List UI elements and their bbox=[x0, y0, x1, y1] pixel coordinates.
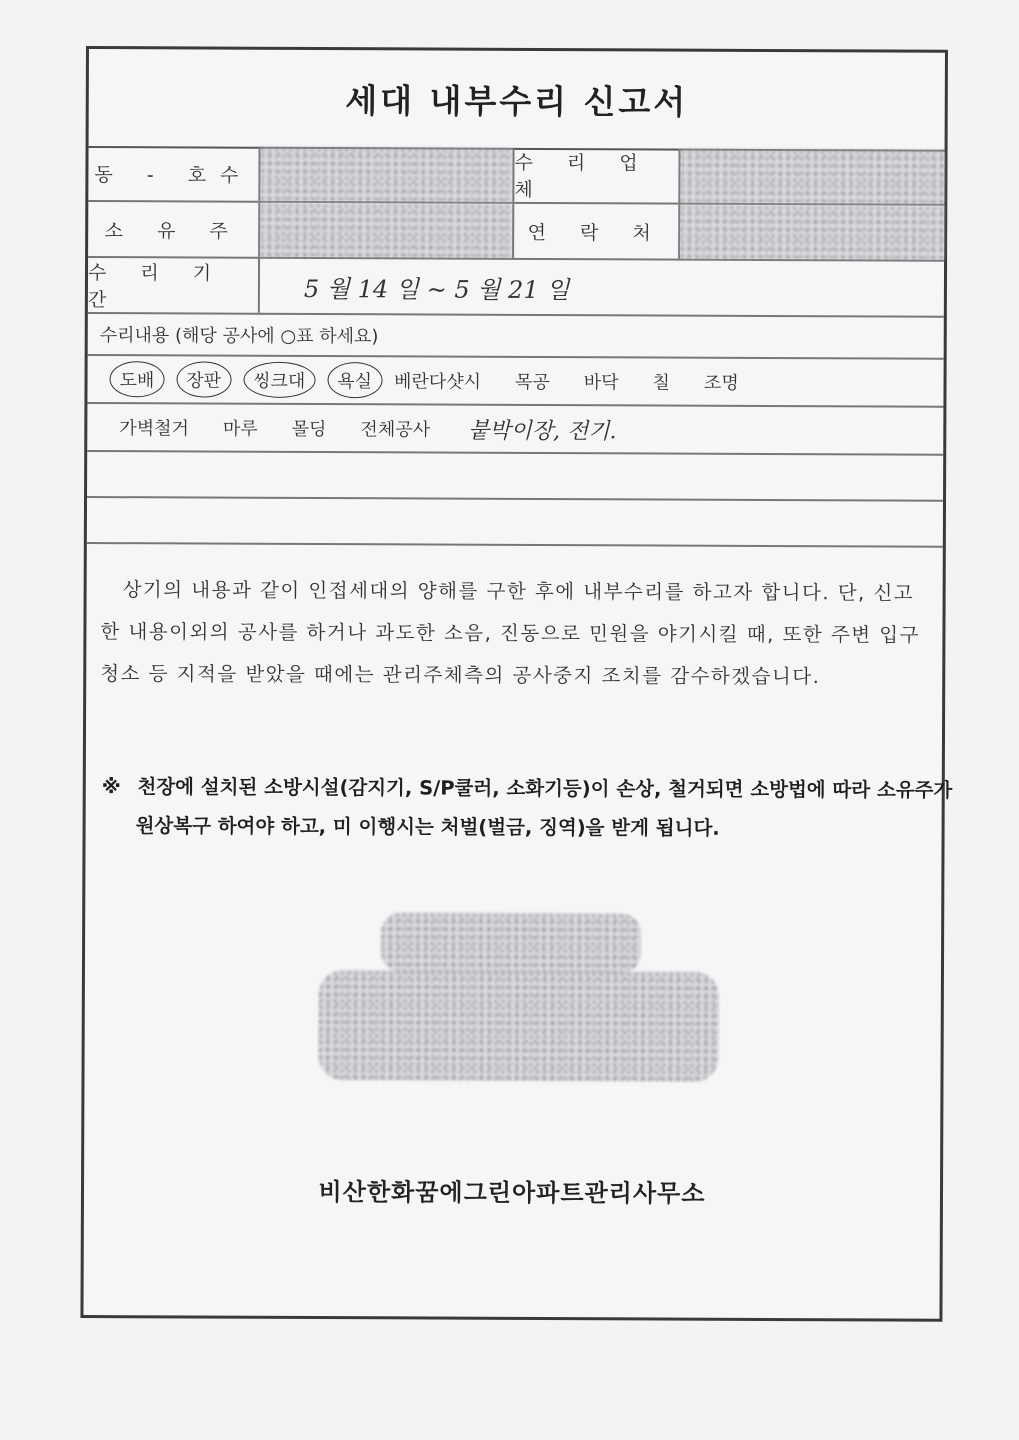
form-page bbox=[80, 46, 953, 1322]
fire-notice bbox=[102, 767, 956, 849]
form-title: 세대 내부수리 신고서 bbox=[89, 49, 945, 152]
value-unit bbox=[258, 147, 512, 202]
items-row-2-list bbox=[119, 414, 464, 442]
work-item-option: 몰딩 bbox=[291, 418, 327, 441]
work-item-circled: 장판 bbox=[176, 361, 231, 397]
work-item-option: 목공 bbox=[514, 371, 550, 394]
items-row-1 bbox=[109, 356, 772, 405]
work-item-option: 베란다샷시 bbox=[394, 371, 482, 393]
row-period bbox=[88, 258, 944, 318]
work-item-option: 가벽철거 bbox=[119, 418, 189, 440]
redacted-stamp-top bbox=[381, 912, 641, 973]
row-items-1 bbox=[87, 356, 943, 408]
period-handwritten: 5 월 14 일 ~ 5 월 21 일 bbox=[303, 274, 570, 304]
notice-mark: ※ bbox=[101, 775, 121, 799]
items-row-2 bbox=[119, 404, 616, 452]
notice-text: 천장에 설치된 소방시설(감지기, S/P쿨러, 소화기등)이 손상, 철거되면 소방법에 따라 소유주가 원상복구 하여야 하고, 미 이행시는 처벌(벌금, 징역)을 받게 됩니다. bbox=[135, 775, 953, 840]
label-contractor: 수 리 업 체 bbox=[512, 148, 678, 203]
work-item-option: 칠 bbox=[652, 372, 671, 394]
office-name: 비산한화꿈에그린아파트관리사무소 bbox=[318, 1178, 706, 1208]
row-blank-1 bbox=[87, 452, 943, 502]
value-owner bbox=[258, 203, 512, 258]
label-owner: 소 유 주 bbox=[104, 219, 242, 243]
work-item-option: 바닥 bbox=[583, 372, 619, 394]
row-items-2 bbox=[87, 404, 943, 456]
work-item-option: 조명 bbox=[703, 372, 739, 394]
row-content-header bbox=[88, 314, 944, 360]
redacted-contact bbox=[680, 205, 944, 260]
work-item-option: 마루 bbox=[222, 418, 258, 440]
redacted-unit bbox=[260, 147, 512, 202]
row-blank-2 bbox=[87, 498, 943, 548]
value-contractor bbox=[678, 149, 944, 204]
redacted-owner bbox=[260, 203, 512, 258]
label-unit: 동 - 호수 bbox=[94, 163, 253, 187]
redacted-stamp-bottom bbox=[318, 970, 718, 1082]
work-item-circled: 욕실 bbox=[327, 362, 382, 398]
agreement-paragraph: 상기의 내용과 같이 인접세대의 양해를 구한 후에 내부수리를 하고자 합니다. 단, 신고한 내용이외의 공사를 하거나 과도한 소음, 진동으로 민원을 야기시킬 때, 또한 주변 입구청소 등 지적을 받았을 때에는 관리주체측의 공사중지 조치를 감수하겠습니다. bbox=[100, 578, 921, 689]
row-owner bbox=[88, 202, 944, 262]
handwritten-extra: 붙박이장, 전기. bbox=[467, 418, 617, 444]
value-period bbox=[258, 259, 944, 316]
work-item-option: 전체공사 bbox=[360, 419, 431, 441]
redacted-contractor bbox=[680, 149, 944, 204]
label-period: 수 리 기 간 bbox=[87, 262, 226, 312]
row-unit bbox=[88, 146, 944, 206]
work-item-circled: 도배 bbox=[109, 361, 164, 397]
value-contact bbox=[678, 205, 944, 260]
label-contact: 연 락 처 bbox=[512, 204, 678, 259]
content-header: 수리내용 (해당 공사에 ○표 하세요) bbox=[99, 325, 379, 348]
work-item-circled: 씽크대 bbox=[243, 362, 315, 398]
